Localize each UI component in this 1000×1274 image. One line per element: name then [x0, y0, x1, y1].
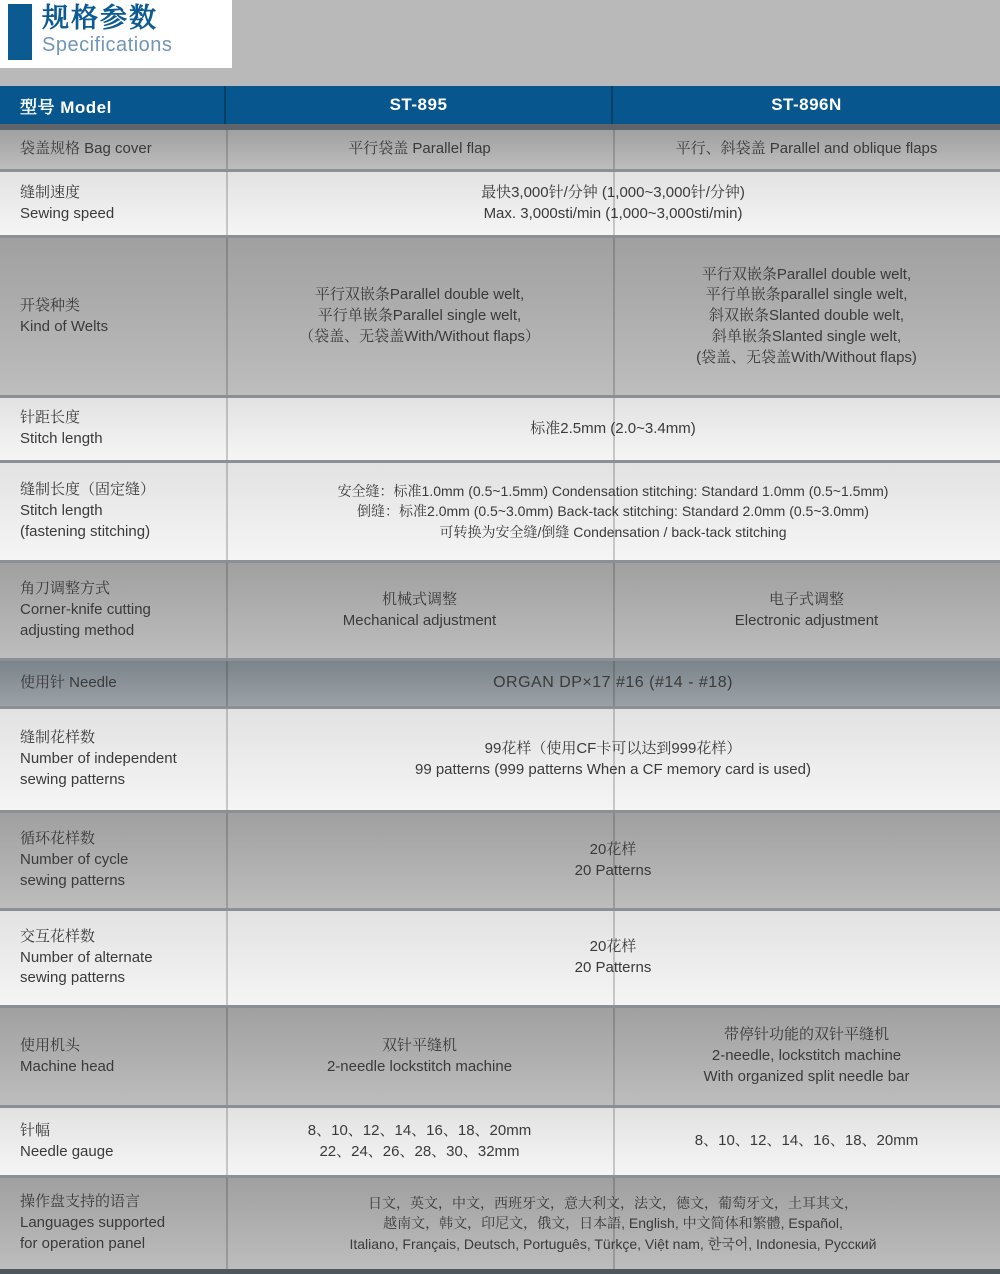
- column-header-st896n: ST-896N: [771, 95, 842, 114]
- value-both-models-line: Max. 3,000sti/min (1,000~3,000sti/min): [483, 204, 743, 222]
- page-title: 规格参数: [42, 3, 158, 33]
- row-label: [0, 563, 226, 658]
- page-header: [0, 0, 1000, 86]
- row-label: [0, 813, 226, 908]
- row-label-line: 开袋种类: [20, 296, 81, 314]
- spec-row: [0, 810, 1000, 908]
- value-st896n-line: 平行双嵌条Parallel double welt,: [701, 265, 912, 283]
- spec-row: [0, 460, 1000, 560]
- row-label-line: sewing patterns: [20, 969, 126, 987]
- value-st896n-line: 斜单嵌条Slanted single welt,: [711, 327, 902, 345]
- value-both-models-line: 20花样: [589, 840, 637, 858]
- value-st895: [226, 1108, 613, 1175]
- value-st896n-line: Electronic adjustment: [734, 611, 879, 629]
- value-st895-line: 2-needle lockstitch machine: [326, 1057, 513, 1075]
- value-st896n: [613, 130, 1000, 169]
- value-st896n: [613, 238, 1000, 395]
- value-st895-line: 平行袋盖 Parallel flap: [348, 140, 491, 158]
- spec-table-body: [0, 124, 1000, 1269]
- spec-row: [0, 658, 1000, 706]
- value-both-models: [226, 398, 1000, 460]
- value-st895-line: 平行单嵌条Parallel single welt,: [317, 307, 522, 325]
- row-label-line: 缝制长度（固定缝）: [20, 481, 156, 499]
- value-st896n-line: 电子式调整: [768, 590, 844, 608]
- value-st896n-line: 平行、斜袋盖 Parallel and oblique flaps: [675, 140, 938, 158]
- spec-row: [0, 124, 1000, 169]
- value-st895-line: 机械式调整: [381, 590, 457, 608]
- value-st895: [226, 1008, 613, 1105]
- value-st896n-line: 2-needle, lockstitch machine: [711, 1047, 902, 1065]
- row-label-line: for operation panel: [20, 1234, 146, 1252]
- row-label-line: Number of independent: [20, 750, 177, 768]
- spec-row: [0, 1005, 1000, 1105]
- row-label: [0, 1178, 226, 1269]
- spec-row: [0, 395, 1000, 460]
- value-st895: [226, 238, 613, 395]
- row-label-line: 袋盖规格 Bag cover: [20, 140, 152, 158]
- title-block: [0, 0, 232, 68]
- row-label: [0, 661, 226, 706]
- value-both-models: [226, 1178, 1000, 1269]
- value-st896n: [613, 563, 1000, 658]
- value-both-models-line: 99 patterns (999 patterns When a CF memory card is used): [414, 760, 811, 778]
- row-label: [0, 130, 226, 169]
- value-st895: [226, 130, 613, 169]
- spec-row: [0, 706, 1000, 810]
- row-label-line: 缝制花样数: [20, 729, 96, 747]
- value-both-models-line: 可转换为安全缝/倒缝 Condensation / back-tack stitching: [439, 523, 787, 540]
- page-subtitle: Specifications: [42, 33, 173, 56]
- value-both-models: [226, 813, 1000, 908]
- spec-row: [0, 908, 1000, 1005]
- column-header-model: 型号 Model: [0, 86, 226, 124]
- row-label-line: (fastening stitching): [20, 522, 151, 540]
- value-both-models-line: 日文，英文，中文，西班牙文，意大利文，法文，德文，葡萄牙文，土耳其文，: [368, 1195, 858, 1212]
- value-st896n: [613, 1008, 1000, 1105]
- row-label: [0, 463, 226, 560]
- row-label-line: Stitch length: [20, 502, 103, 520]
- value-both-models: [226, 709, 1000, 810]
- title-accent-bar: [8, 4, 32, 60]
- row-label-line: sewing patterns: [20, 770, 126, 788]
- spec-row: [0, 1105, 1000, 1175]
- row-label-line: sewing patterns: [20, 871, 126, 889]
- row-label-line: Kind of Welts: [20, 317, 109, 335]
- row-label-line: adjusting method: [20, 621, 135, 639]
- value-both-models: [226, 661, 1000, 706]
- value-st896n-line: (袋盖、无袋盖With/Without flaps): [696, 348, 917, 366]
- row-label-line: 操作盘支持的语言: [20, 1193, 141, 1211]
- value-st895-line: （袋盖、无袋盖With/Without flaps）: [299, 327, 540, 345]
- value-both-models-line: 标准2.5mm (2.0~3.4mm): [530, 419, 696, 437]
- value-st895: [226, 563, 613, 658]
- row-label-line: Number of cycle: [20, 851, 129, 869]
- value-both-models-line: 最快3,000针/分钟 (1,000~3,000针/分钟): [481, 183, 745, 201]
- row-label-line: 交互花样数: [20, 927, 96, 945]
- value-both-models-line: Italiano, Français, Deutsch, Português, Türkçe, Việt nam, 한국어, Indonesia, Русский: [349, 1235, 877, 1252]
- row-label-line: 缝制速度: [20, 183, 81, 201]
- row-label-line: Stitch length: [20, 430, 103, 447]
- row-label-line: 针幅: [20, 1121, 51, 1139]
- bottom-strip: [0, 1269, 1000, 1274]
- value-both-models-line: 99花样（使用CF卡可以达到999花样）: [484, 739, 742, 757]
- value-st896n: [613, 1108, 1000, 1175]
- value-both-models: [226, 172, 1000, 235]
- value-both-models-line: ORGAN DP×17 #16 (#14 - #18): [493, 674, 733, 692]
- row-label: [0, 911, 226, 1005]
- row-label: [0, 172, 226, 235]
- spec-row: [0, 1175, 1000, 1269]
- value-both-models-line: 安全缝：标准1.0mm (0.5~1.5mm) Condensation stitching: Standard 1.0mm (0.5~1.5mm): [337, 483, 889, 500]
- value-st896n-line: 平行单嵌条parallel single welt,: [705, 286, 908, 304]
- value-both-models: [226, 911, 1000, 1005]
- value-both-models-line: 20花样: [589, 938, 637, 956]
- title-text-group: [42, 4, 172, 57]
- row-label-line: Corner-knife cutting: [20, 601, 151, 619]
- value-st896n-line: 斜双嵌条Slanted double welt,: [708, 307, 905, 325]
- value-st896n-line: With organized split needle bar: [703, 1067, 910, 1085]
- row-label: [0, 709, 226, 810]
- row-label-line: 使用针 Needle: [20, 674, 117, 692]
- value-st895-line: 平行双嵌条Parallel double welt,: [314, 286, 525, 304]
- row-label-line: Sewing speed: [20, 204, 115, 222]
- value-both-models-line: 越南文，韩文，印尼文，俄文，日本語, English, 中文简体和繁體, Español,: [383, 1215, 843, 1232]
- row-label-line: Machine head: [20, 1057, 115, 1075]
- table-header-row: [0, 86, 1000, 124]
- value-st895-line: 双针平缝机: [381, 1036, 457, 1054]
- value-st895-line: 8、10、12、14、16、18、20mm: [307, 1121, 532, 1139]
- row-label: [0, 238, 226, 395]
- row-label-line: Languages supported: [20, 1214, 166, 1232]
- row-label: [0, 1108, 226, 1175]
- column-header-st895: ST-895: [226, 86, 613, 124]
- value-st896n-line: 8、10、12、14、16、18、20mm: [694, 1132, 919, 1150]
- value-both-models-line: 20 Patterns: [574, 959, 652, 976]
- row-label: [0, 398, 226, 460]
- value-st895-line: Mechanical adjustment: [342, 611, 497, 629]
- row-label-line: 循环花样数: [20, 830, 96, 848]
- row-label-line: Number of alternate: [20, 948, 153, 966]
- spec-row: [0, 560, 1000, 658]
- value-both-models: [226, 463, 1000, 560]
- spec-row: [0, 235, 1000, 395]
- row-label: [0, 1008, 226, 1105]
- spec-row: [0, 169, 1000, 235]
- row-label-line: 使用机头: [20, 1036, 81, 1054]
- value-st895-line: 22、24、26、28、30、32mm: [319, 1142, 520, 1160]
- value-st896n-line: 带停针功能的双针平缝机: [723, 1026, 889, 1044]
- row-label-line: Needle gauge: [20, 1142, 114, 1160]
- value-both-models-line: 倒缝：标准2.0mm (0.5~3.0mm) Back-tack stitching: Standard 2.0mm (0.5~3.0mm): [357, 503, 869, 520]
- row-label-line: 针距长度: [20, 409, 81, 427]
- value-both-models-line: 20 Patterns: [574, 861, 652, 879]
- row-label-line: 角刀调整方式: [20, 580, 111, 598]
